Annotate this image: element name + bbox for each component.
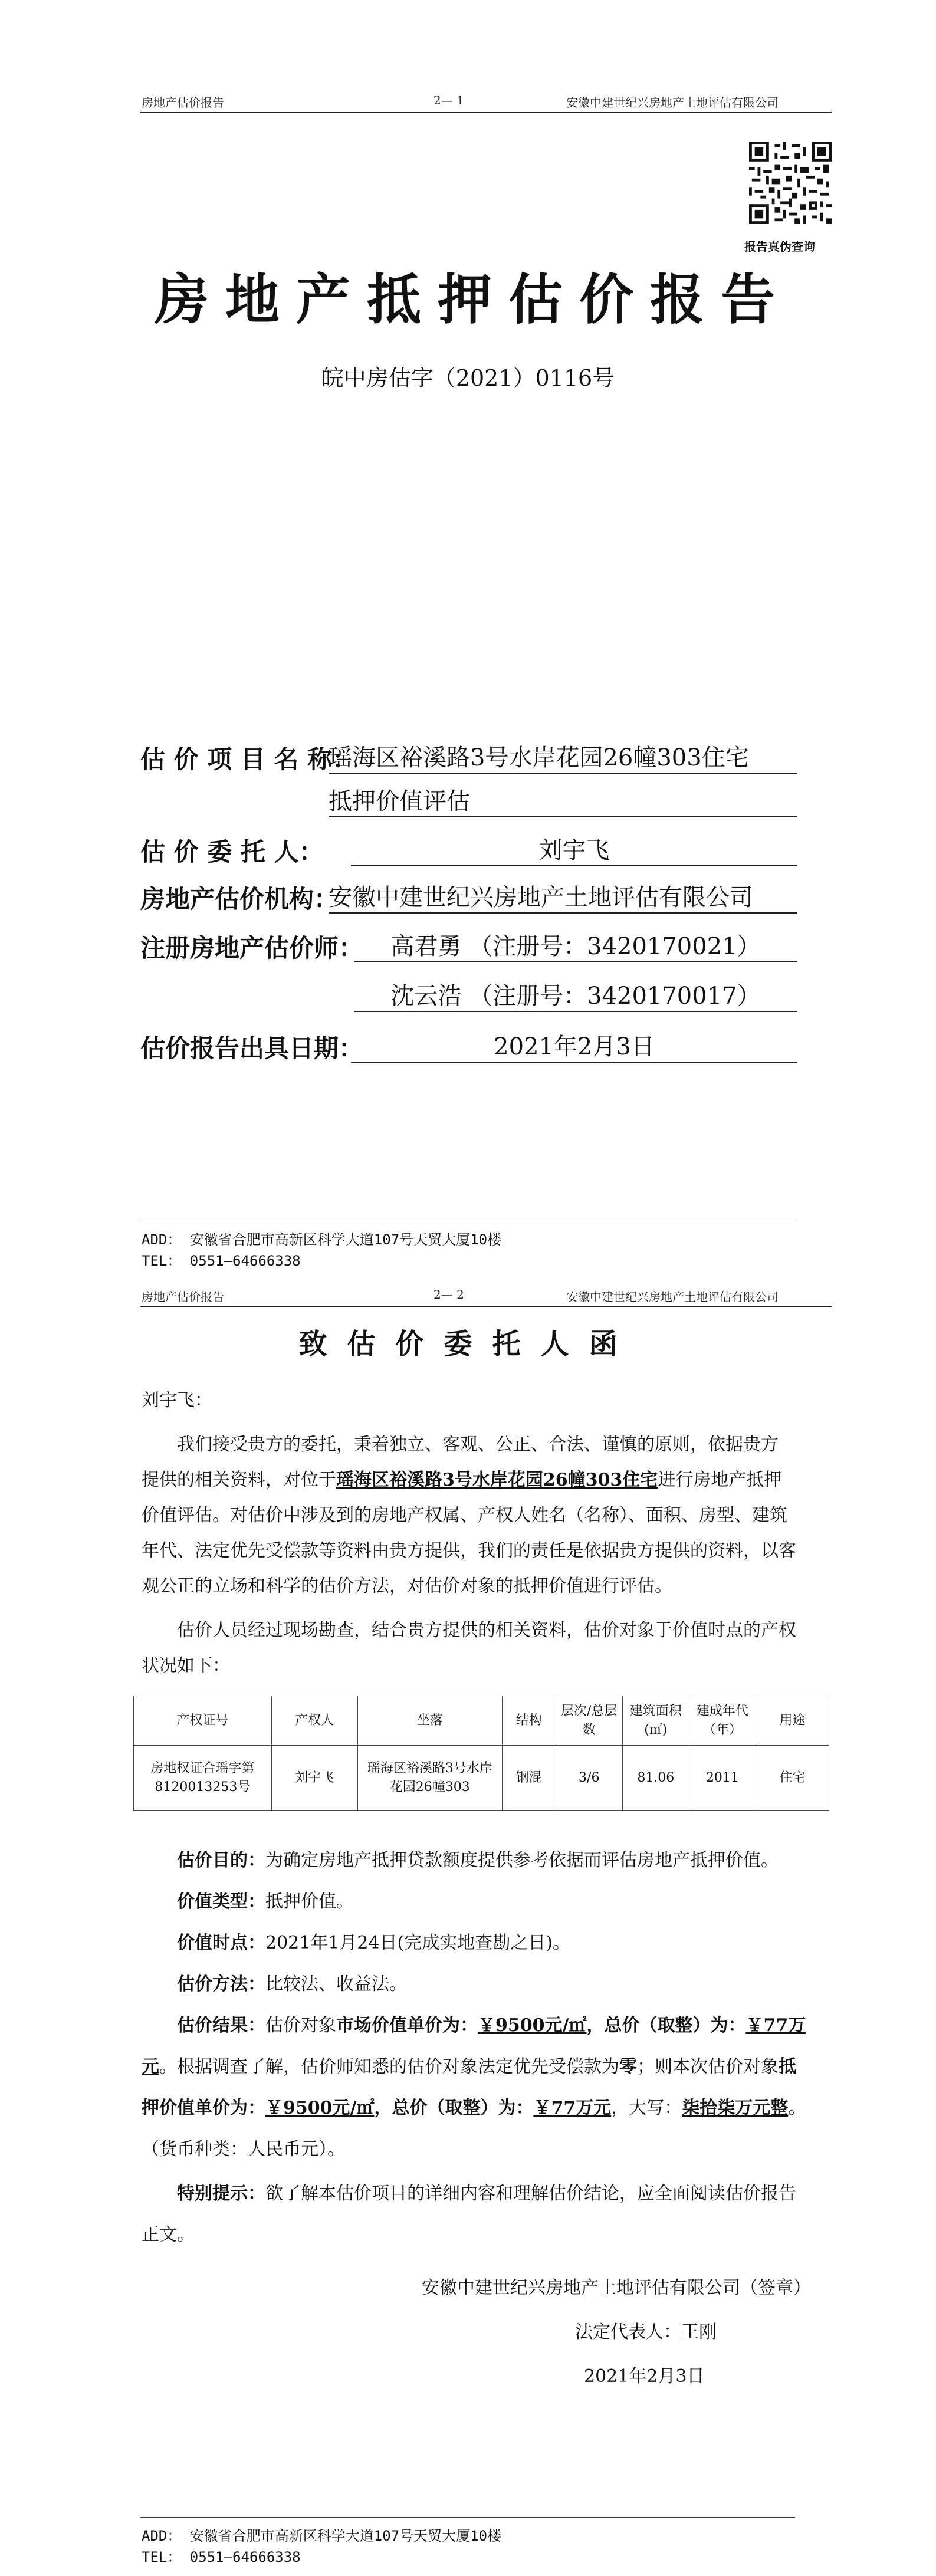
table-cell: 房地权证合瑶字第8120013253号	[134, 1746, 272, 1811]
property-address: 瑶海区裕溪路3号水岸花园26幢303住宅	[336, 1470, 658, 1490]
mortgage-total-price: ￥77万元	[533, 2098, 612, 2118]
table-cell: 81.06	[622, 1746, 689, 1811]
item-method	[177, 1967, 407, 2002]
result-label: 估价结果：	[177, 2015, 265, 2036]
table-header: 建成年代（年）	[689, 1696, 756, 1746]
table-header: 产权人	[271, 1696, 357, 1746]
item-text: 比较法、收益法。	[265, 1974, 407, 1995]
para1-line5: 观公正的立场和科学的估价方法，对估价对象的抵押价值进行评估。	[142, 1576, 672, 1596]
field-value-date: 2021年2月3日	[351, 1028, 797, 1063]
item-label: 价值时点：	[177, 1933, 265, 1953]
para2-line2: 状况如下：	[142, 1655, 230, 1676]
table-header: 层次/总层数	[556, 1696, 622, 1746]
result-text: ；则本次估价对象	[637, 2056, 779, 2077]
result-line3	[142, 2091, 806, 2126]
result-text: 抵	[779, 2056, 796, 2077]
item-text: 2021年1月24日(完成实地查勘之日)。	[265, 1933, 571, 1953]
footer-phone: TEL： 0551—64666338	[142, 2549, 301, 2565]
currency-note: （货币种类：人民币元）。	[142, 2139, 345, 2160]
para1-text: 进行房地产抵押	[658, 1470, 782, 1490]
result-text: 估价对象	[265, 2015, 336, 2036]
para2-line1: 估价人员经过现场勘查，结合贵方提供的相关资料，估价对象于价值时点的产权	[177, 1620, 796, 1641]
result-text: 。根据调查了解，估价师知悉的估价对象法定优先受偿款为	[159, 2056, 619, 2077]
item-text: 抵押价值。	[265, 1891, 354, 1912]
report-title: 房地产抵押估价报告	[155, 268, 792, 331]
table-cell: 刘宇飞	[271, 1746, 357, 1811]
signature-date: 2021年2月3日	[584, 2366, 705, 2387]
para1-line2	[142, 1463, 781, 1498]
mortgage-unit-price: ￥9500元/㎡	[265, 2098, 375, 2118]
table-header: 坐落	[357, 1696, 502, 1746]
field-label-appraisers: 注册房地产估价师：	[140, 934, 364, 962]
item-value-date	[177, 1926, 570, 1961]
item-text: 为确定房地产抵押贷款额度提供参考依据而评估房地产抵押价值。	[265, 1850, 779, 1871]
table-header: 产权证号	[134, 1696, 272, 1746]
para1-line3: 价值评估。对估价中涉及到的房地产权属、产权人姓名（名称）、面积、房型、建筑	[142, 1505, 787, 1526]
property-table	[133, 1696, 829, 1811]
table-header-row	[134, 1696, 829, 1746]
header-left: 房地产估价报告	[142, 1290, 224, 1304]
result-text: 市场价值单价为：	[336, 2015, 478, 2036]
qr-code-icon	[749, 142, 832, 224]
salutation: 刘宇飞：	[142, 1390, 212, 1411]
field-value-project: 瑶海区裕溪路3号水岸花园26幢303住宅	[329, 739, 797, 774]
header-page-number: 2— 2	[433, 1287, 464, 1302]
mortgage-total-words: 柒拾柒万元整	[682, 2098, 789, 2118]
item-label: 估价方法：	[177, 1974, 265, 1995]
result-text: ，总价（取整）为：	[374, 2098, 534, 2118]
result-line1	[177, 2008, 806, 2043]
result-text: ，总价（取整）为：	[586, 2015, 746, 2036]
field-value-appraiser-1: 高君勇 （注册号：3420170021）	[354, 928, 797, 962]
signature-representative: 法定代表人：王刚	[575, 2322, 717, 2342]
report-number: 皖中房估字（2021）0116号	[321, 365, 615, 391]
field-value-agency: 安徽中建世纪兴房地产土地评估有限公司	[329, 879, 797, 914]
item-label: 价值类型：	[177, 1891, 265, 1912]
table-header: 建筑面积(㎡)	[622, 1696, 689, 1746]
header-rule	[140, 112, 832, 113]
table-header: 用途	[756, 1696, 829, 1746]
footer-address: ADD： 安徽省合肥市高新区科学大道107号天贸大厦10楼	[142, 1231, 502, 1248]
item-label: 估价目的：	[177, 1850, 265, 1871]
para1-line1: 我们接受贵方的委托，秉着独立、客观、公正、合法、谨慎的原则，依据贵方	[177, 1434, 779, 1455]
field-label-project: 估 价 项 目 名 称：	[140, 745, 357, 774]
para1-line4: 年代、法定优先受偿款等资料由贵方提供，我们的责任是依据贵方提供的资料，以客	[142, 1540, 796, 1561]
result-line2	[142, 2049, 796, 2085]
priority-claim: 零	[619, 2056, 637, 2077]
header-left: 房地产估价报告	[142, 96, 224, 110]
field-value-client: 刘宇飞	[351, 832, 797, 866]
field-value-project-line2: 抵押价值评估	[329, 783, 797, 817]
qr-caption: 报告真伪查询	[744, 239, 815, 254]
tip-text: 欲了解本估价项目的详细内容和理解估价结论，应全面阅读估价报告	[265, 2183, 796, 2204]
footer-phone: TEL： 0551—64666338	[142, 1253, 301, 1269]
special-tip-line2: 正文。	[142, 2225, 195, 2245]
table-cell: 住宅	[756, 1746, 829, 1811]
item-value-type	[177, 1884, 354, 1920]
item-purpose	[177, 1843, 779, 1878]
header-rule	[140, 1306, 832, 1307]
table-cell: 3/6	[556, 1746, 622, 1811]
table-cell: 瑶海区裕溪路3号水岸花园26幢303	[357, 1746, 502, 1811]
header-page-number: 2— 1	[433, 93, 464, 107]
market-total-price: ￥77万	[745, 2015, 806, 2036]
field-label-agency: 房地产估价机构：	[140, 885, 339, 914]
result-text: 。	[788, 2098, 806, 2118]
footer-address: ADD： 安徽省合肥市高新区科学大道107号天贸大厦10楼	[142, 2528, 502, 2544]
market-unit-price: ￥9500元/㎡	[478, 2015, 587, 2036]
special-tip-line1	[177, 2176, 796, 2212]
table-cell: 钢混	[502, 1746, 556, 1811]
letter-title: 致估价委托人函	[298, 1328, 638, 1361]
table-header: 结构	[502, 1696, 556, 1746]
result-text: ，大写：	[611, 2098, 682, 2118]
field-value-appraiser-2: 沈云浩 （注册号：3420170017）	[354, 977, 797, 1012]
header-right: 安徽中建世纪兴房地产土地评估有限公司	[566, 96, 779, 110]
result-text: 押价值单价为：	[142, 2098, 265, 2118]
table-cell: 2011	[689, 1746, 756, 1811]
field-label-client: 估 价 委 托 人：	[140, 837, 324, 866]
result-text: 元	[142, 2056, 159, 2077]
para1-text: 提供的相关资料，对位于	[142, 1470, 336, 1490]
signature-company: 安徽中建世纪兴房地产土地评估有限公司（签章）	[422, 2278, 811, 2298]
header-right: 安徽中建世纪兴房地产土地评估有限公司	[566, 1290, 779, 1304]
footer-rule	[140, 2517, 795, 2518]
tip-label: 特别提示：	[177, 2183, 265, 2204]
table-row	[134, 1746, 829, 1811]
field-label-date: 估价报告出具日期：	[140, 1034, 364, 1063]
